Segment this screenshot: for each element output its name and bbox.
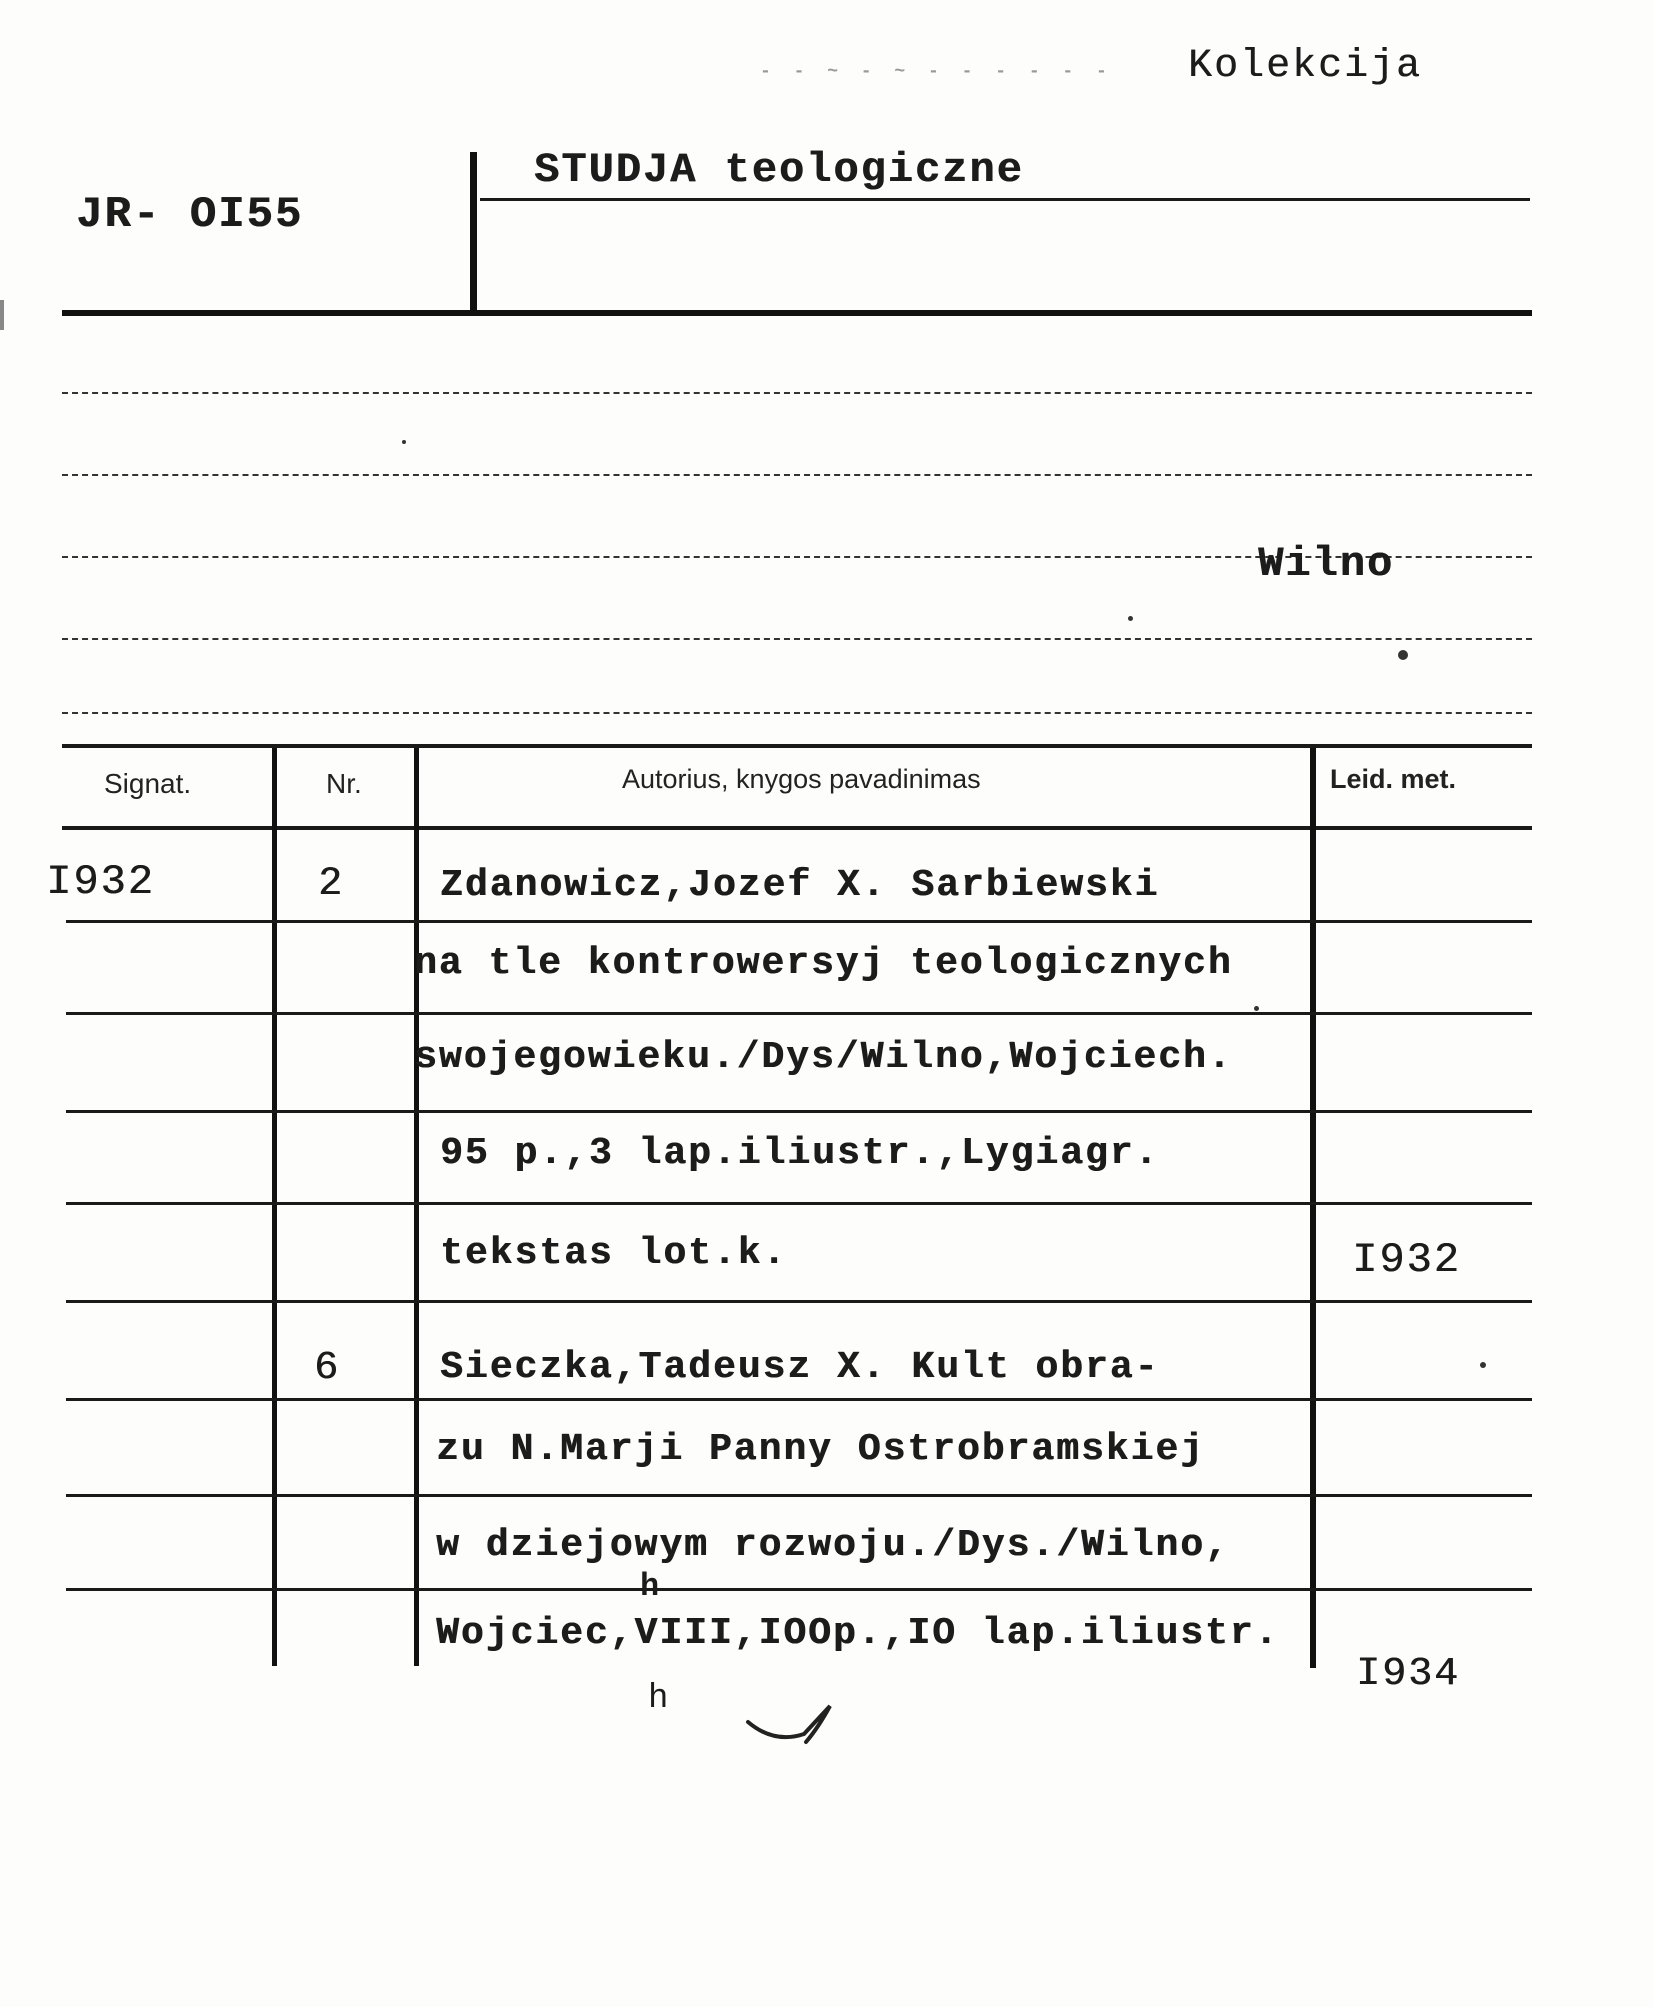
speck bbox=[1398, 650, 1408, 660]
row-text: Sieczka,Tadeusz X. Kult obra- bbox=[440, 1346, 1160, 1389]
speck bbox=[1128, 616, 1133, 621]
row-text: swojegowieku./Dys/Wilno,Wojciech. bbox=[414, 1036, 1233, 1079]
row-year: I932 bbox=[1352, 1236, 1461, 1284]
below-h: h bbox=[648, 1680, 669, 1718]
header-year: Leid. met. bbox=[1330, 764, 1457, 794]
row-text: Zdanowicz,Jozef X. Sarbiewski bbox=[440, 864, 1160, 907]
header-divider bbox=[470, 152, 477, 310]
row-text: tekstas lot.k. bbox=[440, 1232, 788, 1275]
card-title: STUDJA teologiczne bbox=[534, 146, 1024, 194]
row-rule bbox=[66, 1300, 1532, 1303]
speck bbox=[402, 440, 406, 444]
row-rule bbox=[66, 1110, 1532, 1113]
row-text: 95 p.,3 lap.iliustr.,Lygiagr. bbox=[440, 1132, 1160, 1175]
row-text: w dziejowym rozwoju./Dys./Wilno, bbox=[436, 1524, 1230, 1567]
faint-header-marks: - - ~ - ~ - - - - - - bbox=[760, 62, 1113, 82]
row-rule bbox=[66, 1202, 1532, 1205]
row-rule bbox=[66, 920, 1532, 923]
blank-line bbox=[62, 392, 1532, 394]
blank-line bbox=[62, 474, 1532, 476]
row-year: I934 bbox=[1356, 1652, 1461, 1697]
place-label: Wilno bbox=[1258, 540, 1395, 588]
blank-line bbox=[62, 638, 1532, 640]
col-divider-signat bbox=[272, 748, 277, 1666]
row-signat: I932 bbox=[46, 858, 155, 906]
row-nr: 6 bbox=[314, 1346, 341, 1391]
speck bbox=[0, 300, 4, 330]
row-nr: 2 bbox=[318, 862, 345, 907]
speck bbox=[1254, 1006, 1259, 1011]
header-nr: Nr. bbox=[326, 768, 362, 799]
col-divider-year bbox=[1310, 748, 1316, 1668]
row-text: zu N.Marji Panny Ostrobramskiej bbox=[436, 1428, 1205, 1471]
row-rule bbox=[66, 1588, 1532, 1591]
card-code: JR- OI55 bbox=[76, 190, 304, 240]
title-underline bbox=[480, 198, 1530, 201]
pen-flourish bbox=[744, 1700, 844, 1760]
header-author-title: Autorius, knygos pavadinimas bbox=[622, 764, 981, 794]
row-rule bbox=[66, 1398, 1532, 1401]
superscript-h: h bbox=[640, 1568, 660, 1605]
row-rule bbox=[66, 1494, 1532, 1497]
collection-label: Kolekcija bbox=[1188, 44, 1423, 89]
row-rule bbox=[66, 1012, 1532, 1015]
header-signat: Signat. bbox=[104, 768, 192, 799]
row-text: Wojciec,VIII,IOOp.,IO lap.iliustr. bbox=[436, 1612, 1280, 1655]
header-rule bbox=[62, 310, 1532, 316]
speck bbox=[1480, 1362, 1486, 1368]
row-text: na tle kontrowersyj teologicznych bbox=[414, 942, 1233, 985]
col-divider-nr bbox=[414, 748, 419, 1666]
blank-line bbox=[62, 712, 1532, 714]
